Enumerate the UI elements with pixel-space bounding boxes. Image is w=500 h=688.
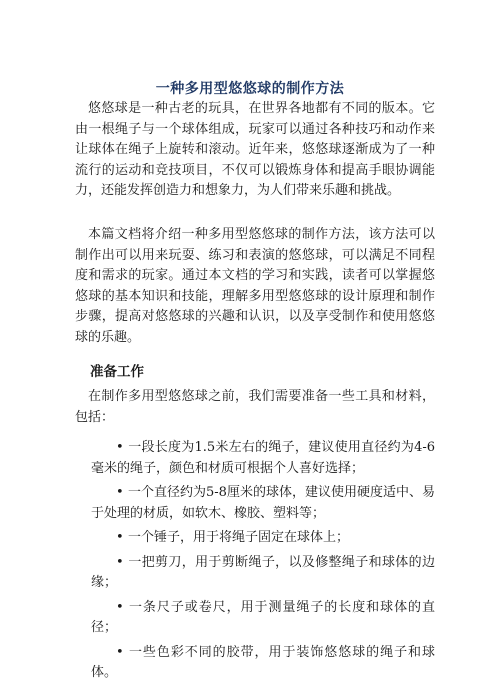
bullet-icon: •	[116, 485, 124, 500]
list-item-text: 一些色彩不同的胶带，用于装饰悠悠球的绳子和球体。	[91, 644, 435, 680]
list-item	[91, 438, 435, 479]
list-item	[91, 598, 435, 639]
bullet-icon: •	[116, 530, 124, 545]
list-item	[91, 528, 435, 549]
materials-list	[91, 438, 435, 688]
list-item-text: 一段长度为1.5米左右的绳子，建议使用直径约为4-6毫米的绳子，颜色和材质可根据个人喜好选择；	[91, 440, 435, 476]
intro-paragraph: 悠悠球是一种古老的玩具，在世界各地都有不同的版本。它由一根绳子与一个球体组成，玩家可以通过各种技巧和动作来让球体在绳子上旋转和滚动。近年来，悠悠球逐渐成为了一种流行的运动和竞技项目，不仅可以锻炼身体和提高手眼协调能力，还能发挥创造力和想象力，为人们带来乐趣和挑战。	[75, 101, 435, 198]
list-item-text: 一个直径约为5-8厘米的球体，建议使用硬度适中、易于处理的材质，如软木、橡胶、塑料等；	[91, 485, 435, 521]
bullet-icon: •	[116, 599, 124, 615]
bullet-icon: •	[116, 554, 124, 570]
list-item	[91, 643, 435, 684]
document-title: 一种多用型悠悠球的制作方法	[155, 81, 345, 97]
section-heading: 准备工作	[90, 364, 144, 380]
list-item-text: 一把剪刀，用于剪断绳子，以及修整绳子和球体的边缘；	[91, 554, 435, 590]
bullet-icon: •	[116, 440, 124, 455]
list-item	[91, 553, 435, 594]
section-intro-paragraph: 在制作多用型悠悠球之前，我们需要准备一些工具和材料，包括：	[75, 389, 435, 425]
list-item	[91, 483, 435, 524]
overview-paragraph: 本篇文档将介绍一种多用型悠悠球的制作方法，该方法可以制作出可以用来玩耍、练习和表演的悠悠球，可以满足不同程度和需求的玩家。通过本文档的学习和实践，读者可以掌握悠悠球的基本知识和技能，理解多用型悠悠球的设计原理和制作步骤，提高对悠悠球的兴趣和认识，以及享受制作和使用悠悠球的乐趣。	[75, 227, 435, 345]
list-item-text: 一个锤子，用于将绳子固定在球体上；	[128, 530, 350, 545]
list-item-text: 一条尺子或卷尺，用于测量绳子的长度和球体的直径；	[91, 599, 435, 635]
bullet-icon: •	[116, 644, 124, 660]
